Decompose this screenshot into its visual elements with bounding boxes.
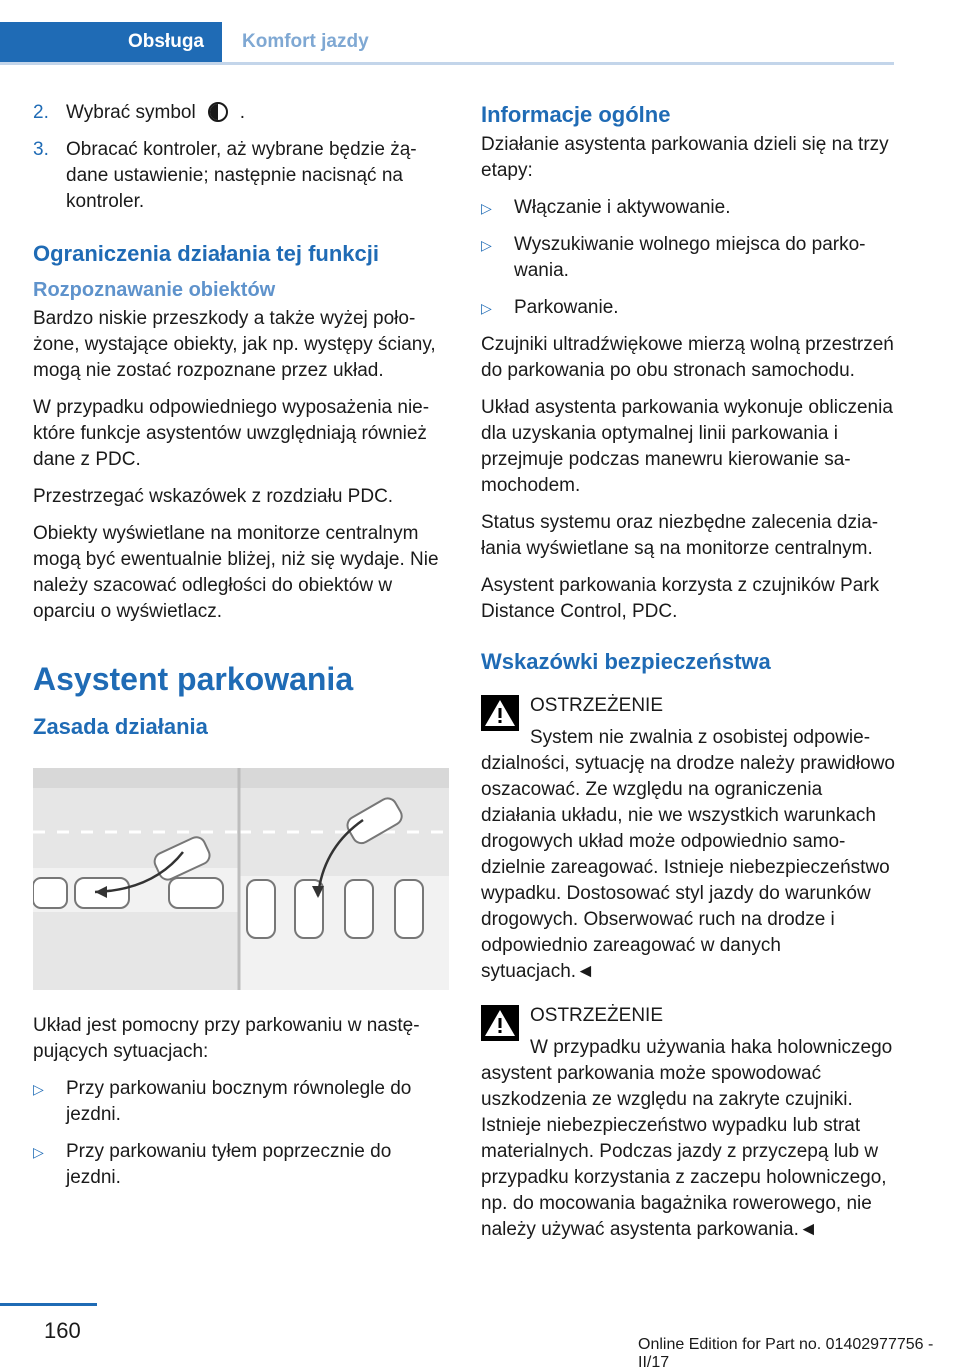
heading-info: Informacje ogólne bbox=[481, 102, 671, 127]
parking-illustration bbox=[33, 768, 449, 990]
section-tab-active: Obsługa bbox=[0, 22, 222, 62]
list-item-text: Przy parkowaniu bocznym równolegle do jezdni. bbox=[66, 1078, 412, 1125]
step-suffix: . bbox=[239, 102, 245, 123]
step-text: Obracać kontroler, aż wybrane będzie żądane ustawienie; następnie nacisnąć na kontroler. bbox=[66, 139, 417, 212]
paragraph: Układ jest pomocny przy parkowaniu w następujących sytuacjach: bbox=[33, 1015, 420, 1062]
warning-text: W przypadku używania haka holowniczego asystent parkowania może spowodować uszkodzenia ze względu na zakryte czujniki. Istnieje niebezpieczeństwo wypadku lub strat materialnych. Podczas jazdy z przyczepą lub w przypadku korzystania z zaczepu holowniczego, np. do mocowania bagażnika rowerowego, nie należy używać asystenta parkowania.◄ bbox=[481, 1037, 893, 1240]
warning-block bbox=[481, 1003, 897, 1243]
warning-block bbox=[481, 693, 897, 985]
main-heading: Asystent parkowania bbox=[33, 661, 354, 697]
list-item-text: Parkowanie. bbox=[514, 297, 619, 318]
heading-safety: Wskazówki bezpieczeństwa bbox=[481, 649, 771, 674]
list-item-text: Wyszukiwanie wolnego miejsca do parkowania. bbox=[514, 234, 866, 281]
edition-note: Online Edition for Part no. 01402977756 - II/17 bbox=[638, 1336, 934, 1371]
warning-title: OSTRZEŻENIE bbox=[530, 695, 664, 716]
paragraph: Czujniki ultradźwiękowe mierzą wolną przestrzeń do parkowania po obu stronach samochodu. bbox=[481, 334, 894, 381]
step-number: 2. bbox=[33, 102, 49, 123]
paragraph: Status systemu oraz niezbędne zalecenia działania wyświetlane są na monitorze centralnym. bbox=[481, 512, 879, 559]
list-item bbox=[33, 1139, 449, 1191]
paragraph: Bardzo niskie przeszkody a także wyżej położone, wystające obiekty, jak np. występy ściany, mogą nie zostać rozpoznane przez układ. bbox=[33, 308, 436, 381]
page-number: 160 bbox=[44, 1318, 81, 1343]
bullet-triangle-icon: ▷ bbox=[481, 300, 492, 316]
paragraph: Działanie asystenta parkowania dzieli się na trzy etapy: bbox=[481, 134, 889, 181]
warning-triangle-icon bbox=[481, 695, 519, 731]
bullet-triangle-icon: ▷ bbox=[33, 1144, 44, 1160]
warning-title: OSTRZEŻENIE bbox=[530, 1005, 664, 1026]
section-tab-inactive: Komfort jazdy bbox=[242, 31, 369, 52]
list-item bbox=[481, 232, 897, 284]
page-header bbox=[0, 0, 894, 65]
warning-triangle-icon bbox=[481, 1005, 519, 1041]
list-item bbox=[481, 295, 897, 321]
footer-rule bbox=[0, 1303, 97, 1306]
bullet-triangle-icon: ▷ bbox=[33, 1081, 44, 1097]
list-item-text: Włączanie i aktywowanie. bbox=[514, 197, 731, 218]
step-number: 3. bbox=[33, 139, 49, 160]
right-column bbox=[481, 102, 897, 1254]
step-text: Wybrać symbol bbox=[66, 102, 196, 123]
paragraph: Przestrzegać wskazówek z rozdziału PDC. bbox=[33, 486, 394, 507]
heading-limits: Ograniczenia działania tej funkcji bbox=[33, 241, 379, 266]
list-item bbox=[481, 195, 897, 221]
list-item-text: Przy parkowaniu tyłem poprzecznie do jezdni. bbox=[66, 1141, 392, 1188]
step-3 bbox=[33, 137, 449, 215]
subheading-principle: Zasada działania bbox=[33, 714, 208, 739]
left-column bbox=[33, 100, 449, 1202]
step-2 bbox=[33, 100, 449, 126]
list-item bbox=[33, 1076, 449, 1128]
paragraph: W przypadku odpowiedniego wyposażenia niektóre funkcje asystentów uwzględniają również dane z PDC. bbox=[33, 397, 430, 470]
paragraph: Układ asystenta parkowania wykonuje obliczenia dla uzyskania optymalnej linii parkowania i przejmuje podczas manewru kierowanie samochodem. bbox=[481, 397, 893, 496]
warning-text: System nie zwalnia z osobistej odpowiedzialności, sytuację na drodze należy prawidłowo oszacować. Ze względu na ograniczenia działania układu, nie we wszystkich warunkach drogowych układ może odpowiednio samodzielnie zareagować. Istnieje niebezpieczeństwo wypadku. Dostosować styl jazdy do warunków drogowych. Obserwować ruch na drodze i odpowiednio zareagować w danych sytuacjach.◄ bbox=[481, 727, 896, 982]
paragraph: Obiekty wyświetlane na monitorze centralnym mogą być ewentualnie bliżej, niż się wydaje. Nie należy szacować odległości do obiektów w oparciu o wyświetlacz. bbox=[33, 523, 439, 622]
subheading-objects: Rozpoznawanie obiektów bbox=[33, 279, 276, 301]
display-mode-icon bbox=[208, 102, 228, 122]
bullet-triangle-icon: ▷ bbox=[481, 200, 492, 216]
paragraph: Asystent parkowania korzysta z czujników Park Distance Control, PDC. bbox=[481, 575, 880, 622]
bullet-triangle-icon: ▷ bbox=[481, 237, 492, 253]
